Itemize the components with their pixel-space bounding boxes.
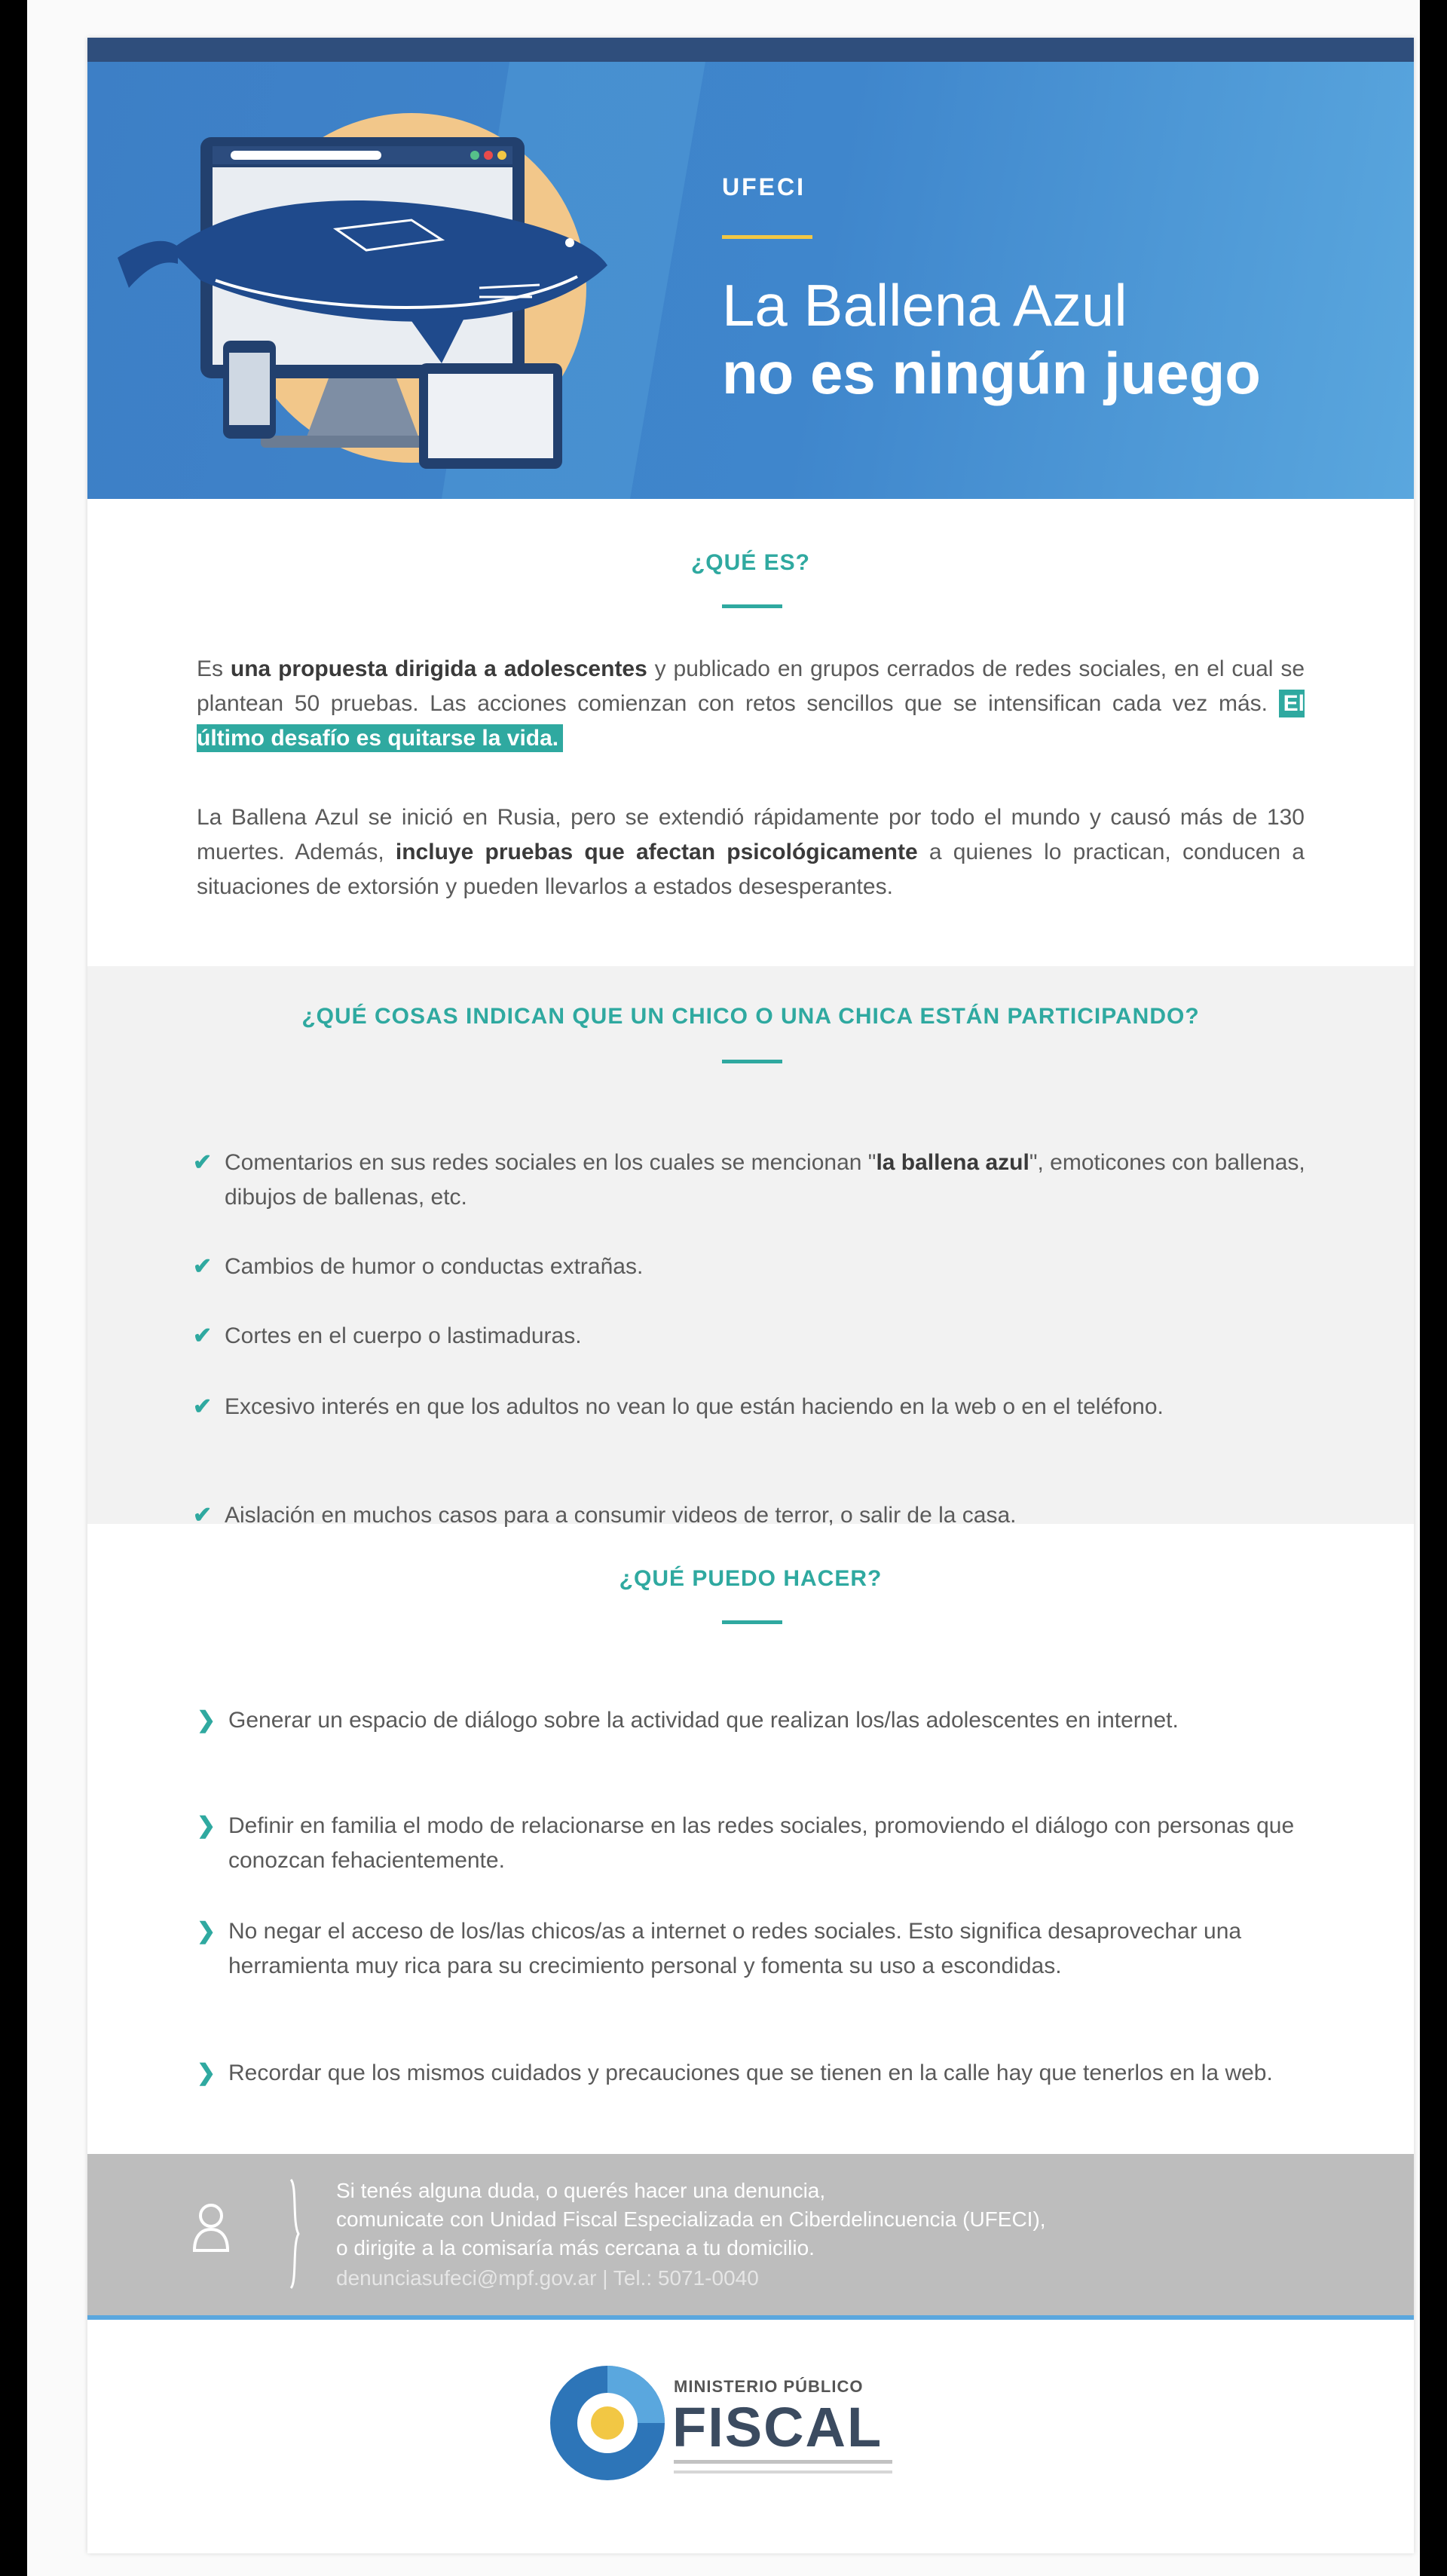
person-icon [191,2201,231,2253]
infographic-card [87,38,1414,2553]
sign-item-text [225,1390,1323,1424]
action-item-text: Recordar que los mismos cuidados y precauciones que se tienen en la calle hay que tenerlos en la web. [228,2060,1273,2085]
top-bar [87,38,1414,62]
chevron-right-icon: ❯ [197,2060,216,2085]
text-run: Aislación en muchos casos para a consumir videos de terror, o salir de la casa. [225,1503,1017,1528]
contact-line-2: comunicate con Unidad Fiscal Especializada en Ciberdelincuencia (UFECI), [336,2207,1046,2231]
section-divider [722,1060,782,1063]
bold-text: la ballena azul [876,1150,1029,1175]
action-item [197,1914,1327,1984]
bold-text: incluye pruebas que afectan psicológicamente [395,840,918,864]
text-run: Excesivo interés en que los adultos no vean lo que están haciendo en la web o en el teléfono. [225,1394,1164,1419]
sign-item [193,1250,1323,1284]
text-run: Cambios de humor o conductas extrañas. [225,1254,644,1279]
bold-text: una propuesta dirigida a adolescentes [230,656,647,681]
fiscal-logo-icon [547,2363,668,2483]
sign-item-text [225,1250,1323,1284]
check-icon: ✔ [193,1150,213,1175]
paragraph-definition [197,652,1305,756]
check-icon: ✔ [193,1394,213,1419]
contact-line-3: o dirigite a la comisaría más cercana a tu domicilio. [336,2236,815,2259]
text-run: Cortes en el cuerpo o lastimaduras. [225,1323,582,1348]
highlight-text: El último desafío es quitarse la vida. [197,691,1305,751]
action-item [197,1809,1327,1878]
whale-computer-illustration [87,62,705,499]
paragraph-origin [197,800,1305,904]
org-name-big: FISCAL [672,2396,883,2458]
action-item-text: Definir en familia el modo de relacionarse en las redes sociales, promoviendo el diálogo con personas que conozcan fehacientemente. [228,1813,1295,1873]
org-name-small: MINISTERIO PÚBLICO [674,2377,864,2396]
check-icon: ✔ [193,1254,213,1279]
check-icon: ✔ [193,1503,213,1528]
section-title-que-es: ¿QUÉ ES? [690,550,810,575]
chevron-right-icon: ❯ [197,1813,216,1838]
chevron-right-icon: ❯ [197,1708,216,1733]
sign-item [193,1319,1323,1354]
text-run: Es [197,656,231,681]
org-subtitle-bar [674,2470,892,2474]
text-run: ", emoticones con ballenas, dibujos de ballenas, etc. [225,1150,1305,1210]
section-divider [722,604,782,608]
sign-item-text [225,1146,1323,1215]
contact-line-1: Si tenés alguna duda, o querés hacer una denuncia, [336,2179,826,2202]
hero-title-line1: La Ballena Azul [722,272,1127,338]
sign-item [193,1390,1323,1424]
section-title-que-hacer: ¿QUÉ PUEDO HACER? [619,1566,883,1591]
sign-item-text [225,1498,1323,1533]
action-item-text: No negar el acceso de los/las chicos/as a internet o redes sociales. Esto significa desaprovechar una herramienta muy rica para su crecimiento personal y fomenta su uso a escondidas. [228,1919,1242,1978]
section-title-signs: ¿QUÉ COSAS INDICAN QUE UN CHICO O UNA CHICA ESTÁN PARTICIPANDO? [301,1004,1200,1029]
page-background [27,0,1420,2576]
check-icon: ✔ [193,1323,213,1348]
sign-item [193,1498,1323,1533]
sign-item-text [225,1319,1323,1354]
hero-kicker: UFECI [722,173,806,200]
chevron-right-icon: ❯ [197,1919,216,1944]
section-divider [722,1620,782,1624]
action-item [197,1703,1327,1738]
sign-item [193,1146,1323,1215]
brace-divider [289,2178,300,2290]
contact-divider [87,2315,1414,2320]
hero-banner [87,62,1414,499]
contact-email-phone[interactable]: denunciasufeci@mpf.gov.ar | Tel.: 5071-0040 [336,2266,759,2290]
text-run: Comentarios en sus redes sociales en los cuales se mencionan " [225,1150,876,1175]
action-item [197,2056,1327,2091]
signs-band [87,966,1414,1524]
hero-title-line2: no es ningún juego [722,340,1261,406]
text-run: La Ballena Azul se inició en Rusia, pero se extendió rápidamente por todo el mundo y causó más de 130 muertes. Además, [197,805,1305,864]
org-subtitle-bar [674,2460,892,2464]
hero-divider [722,235,812,239]
action-item-text: Generar un espacio de diálogo sobre la actividad que realizan los/las adolescentes en internet. [228,1708,1179,1733]
contact-panel [87,2154,1414,2315]
text-run: a quienes lo practican, conducen a situaciones de extorsión y pueden llevarlos a estados desesperantes. [197,840,1305,899]
text-run: y publicado en grupos cerrados de redes sociales, en el cual se plantean 50 pruebas. Las acciones comienzan con retos sencillos que se intensifican cada vez más. [197,656,1305,716]
